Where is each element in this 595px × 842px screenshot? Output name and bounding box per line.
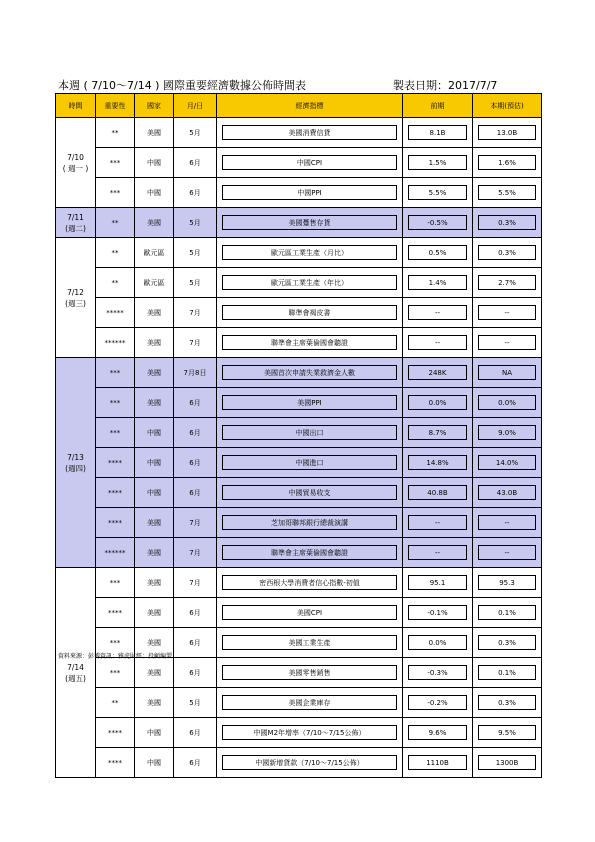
country-cell: 中國 (135, 478, 174, 508)
forecast-value: 2.7% (478, 275, 536, 290)
period-cell: 6月 (174, 148, 217, 178)
previous-value: 40.8B (408, 485, 467, 500)
period-cell: 7月 (174, 298, 217, 328)
indicator-value: 美國零售銷售 (222, 665, 397, 680)
indicator-cell (217, 148, 403, 178)
importance-cell: ****** (96, 328, 135, 358)
importance-cell: ** (96, 238, 135, 268)
forecast-cell (473, 508, 542, 538)
forecast-cell (473, 148, 542, 178)
indicator-cell (217, 478, 403, 508)
forecast-value: 0.0% (478, 395, 536, 410)
previous-value: 1110B (408, 755, 467, 770)
country-cell: 美國 (135, 208, 174, 238)
period-cell: 5月 (174, 118, 217, 148)
previous-value: 0.0% (408, 395, 467, 410)
indicator-cell (217, 508, 403, 538)
importance-cell: ***** (96, 298, 135, 328)
country-cell: 美國 (135, 388, 174, 418)
country-cell: 中國 (135, 178, 174, 208)
previous-cell (403, 628, 473, 658)
previous-value: 0.5% (408, 245, 467, 260)
forecast-cell (473, 358, 542, 388)
column-header-country: 國家 (135, 94, 174, 118)
table-row (56, 598, 542, 628)
period-cell: 5月 (174, 688, 217, 718)
indicator-value: 美國工業生產 (222, 635, 397, 650)
indicator-value: 中國出口 (222, 425, 397, 440)
indicator-value: 美國消費信貸 (222, 125, 397, 140)
table-row (56, 268, 542, 298)
indicator-cell (217, 208, 403, 238)
indicator-cell (217, 118, 403, 148)
period-cell: 6月 (174, 418, 217, 448)
table-row (56, 718, 542, 748)
previous-value: -0.1% (408, 605, 467, 620)
period-cell: 7月 (174, 508, 217, 538)
period-cell: 6月 (174, 178, 217, 208)
table-row (56, 208, 542, 238)
indicator-cell (217, 388, 403, 418)
day-date: 7/11 (67, 212, 84, 222)
previous-cell (403, 298, 473, 328)
importance-cell: **** (96, 448, 135, 478)
forecast-cell (473, 748, 542, 778)
period-cell: 6月 (174, 628, 217, 658)
data-source-note: 資料來源：彭博資訊；雅虎財經；投顧編製 (58, 653, 173, 660)
country-cell: 歐元區 (135, 238, 174, 268)
previous-value: 14.8% (408, 455, 467, 470)
forecast-value: 14.0% (478, 455, 536, 470)
previous-cell (403, 598, 473, 628)
table-row (56, 298, 542, 328)
country-cell: 美國 (135, 538, 174, 568)
previous-value: -- (408, 335, 467, 350)
forecast-value: -- (478, 515, 536, 530)
importance-cell: *** (96, 658, 135, 688)
day-weekday: (週五) (65, 673, 86, 683)
importance-cell: *** (96, 628, 135, 658)
importance-cell: *** (96, 148, 135, 178)
column-header-importance: 重要性 (96, 94, 135, 118)
previous-cell (403, 478, 473, 508)
previous-cell (403, 328, 473, 358)
forecast-cell (473, 298, 542, 328)
previous-cell (403, 748, 473, 778)
previous-cell (403, 388, 473, 418)
table-row (56, 328, 542, 358)
period-cell: 7月 (174, 328, 217, 358)
day-weekday: (週二) (65, 223, 86, 233)
forecast-cell (473, 388, 542, 418)
indicator-value: 聯準會主席葉倫國會聽證 (222, 335, 397, 350)
forecast-value: 9.0% (478, 425, 536, 440)
forecast-cell (473, 598, 542, 628)
previous-value: -0.3% (408, 665, 467, 680)
day-cell (56, 118, 96, 208)
country-cell: 美國 (135, 658, 174, 688)
column-header-forecast: 本期(預估) (473, 94, 542, 118)
table-row (56, 358, 542, 388)
country-cell: 美國 (135, 328, 174, 358)
forecast-cell (473, 628, 542, 658)
previous-cell (403, 238, 473, 268)
previous-cell (403, 118, 473, 148)
forecast-cell (473, 538, 542, 568)
table-row (56, 448, 542, 478)
indicator-cell (217, 568, 403, 598)
country-cell: 美國 (135, 508, 174, 538)
previous-value: 8.1B (408, 125, 467, 140)
forecast-value: 0.3% (478, 245, 536, 260)
table-row (56, 658, 542, 688)
country-cell: 美國 (135, 598, 174, 628)
period-cell: 5月 (174, 268, 217, 298)
day-cell (56, 358, 96, 568)
forecast-value: 9.5% (478, 725, 536, 740)
indicator-value: 歐元區工業生產（月比） (222, 245, 397, 260)
country-cell: 美國 (135, 358, 174, 388)
country-cell: 中國 (135, 448, 174, 478)
day-date: 7/10 (67, 152, 84, 162)
forecast-cell (473, 208, 542, 238)
period-cell: 6月 (174, 478, 217, 508)
indicator-cell (217, 688, 403, 718)
indicator-cell (217, 178, 403, 208)
forecast-value: 5.5% (478, 185, 536, 200)
day-cell (56, 568, 96, 778)
day-weekday: ( 週一 ) (62, 163, 89, 173)
previous-value: 5.5% (408, 185, 467, 200)
importance-cell: ** (96, 268, 135, 298)
importance-cell: *** (96, 568, 135, 598)
day-weekday: (週三) (65, 298, 86, 308)
indicator-cell (217, 238, 403, 268)
forecast-value: 0.3% (478, 215, 536, 230)
previous-value: 1.5% (408, 155, 467, 170)
previous-value: -0.2% (408, 695, 467, 710)
forecast-value: 43.0B (478, 485, 536, 500)
indicator-cell (217, 328, 403, 358)
forecast-value: 95.3 (478, 575, 536, 590)
table-row (56, 508, 542, 538)
previous-cell (403, 178, 473, 208)
period-cell: 7月 (174, 568, 217, 598)
country-cell: 中國 (135, 718, 174, 748)
forecast-value: 0.3% (478, 695, 536, 710)
indicator-value: 美國CPI (222, 605, 397, 620)
period-cell: 6月 (174, 448, 217, 478)
table-row (56, 688, 542, 718)
indicator-value: 美國首次申請失業救濟金人數 (222, 365, 397, 380)
previous-cell (403, 688, 473, 718)
forecast-value: 1300B (478, 755, 536, 770)
previous-cell (403, 208, 473, 238)
previous-value: -- (408, 305, 467, 320)
forecast-cell (473, 418, 542, 448)
indicator-value: 中國PPI (222, 185, 397, 200)
previous-cell (403, 508, 473, 538)
indicator-cell (217, 718, 403, 748)
importance-cell: *** (96, 388, 135, 418)
previous-cell (403, 148, 473, 178)
forecast-cell (473, 568, 542, 598)
previous-value: 8.7% (408, 425, 467, 440)
table-row (56, 238, 542, 268)
indicator-value: 美國PPI (222, 395, 397, 410)
table-header-row (56, 94, 542, 118)
column-header-period: 月/日 (174, 94, 217, 118)
importance-cell: **** (96, 598, 135, 628)
forecast-value: -- (478, 335, 536, 350)
previous-value: -0.5% (408, 215, 467, 230)
table-row (56, 178, 542, 208)
forecast-value: -- (478, 545, 536, 560)
table-row (56, 748, 542, 778)
previous-value: 0.0% (408, 635, 467, 650)
indicator-value: 芝加哥聯邦銀行總裁演講 (222, 515, 397, 530)
country-cell: 中國 (135, 418, 174, 448)
previous-cell (403, 718, 473, 748)
indicator-value: 歐元區工業生產（年比） (222, 275, 397, 290)
country-cell: 中國 (135, 148, 174, 178)
period-cell: 6月 (174, 388, 217, 418)
day-date: 7/13 (67, 452, 84, 462)
period-cell: 5月 (174, 208, 217, 238)
previous-value: 9.6% (408, 725, 467, 740)
previous-cell (403, 538, 473, 568)
previous-cell (403, 568, 473, 598)
table-row (56, 478, 542, 508)
table-row (56, 568, 542, 598)
day-cell (56, 208, 96, 238)
column-header-indicator: 經濟指標 (217, 94, 403, 118)
importance-cell: **** (96, 478, 135, 508)
indicator-cell (217, 268, 403, 298)
forecast-cell (473, 478, 542, 508)
previous-value: 248K (408, 365, 467, 380)
previous-cell (403, 448, 473, 478)
period-cell: 7月 (174, 538, 217, 568)
importance-cell: **** (96, 508, 135, 538)
period-cell: 6月 (174, 658, 217, 688)
importance-cell: ** (96, 208, 135, 238)
previous-cell (403, 418, 473, 448)
country-cell: 美國 (135, 628, 174, 658)
period-cell: 6月 (174, 718, 217, 748)
forecast-value: 13.0B (478, 125, 536, 140)
forecast-cell (473, 328, 542, 358)
forecast-value: -- (478, 305, 536, 320)
country-cell: 歐元區 (135, 268, 174, 298)
indicator-cell (217, 658, 403, 688)
day-weekday: (週四) (65, 463, 86, 473)
country-cell: 美國 (135, 298, 174, 328)
page-title: 本週 ( 7/10～7/14 ) 國際重要經濟數據公佈時間表 (58, 79, 306, 92)
column-header-time: 時間 (56, 94, 96, 118)
forecast-cell (473, 448, 542, 478)
indicator-value: 中國進口 (222, 455, 397, 470)
column-header-previous: 前期 (403, 94, 473, 118)
importance-cell: **** (96, 718, 135, 748)
forecast-value: NA (478, 365, 536, 380)
country-cell: 美國 (135, 568, 174, 598)
forecast-cell (473, 718, 542, 748)
period-cell: 6月 (174, 598, 217, 628)
previous-value: -- (408, 545, 467, 560)
forecast-cell (473, 268, 542, 298)
previous-cell (403, 268, 473, 298)
indicator-cell (217, 298, 403, 328)
day-date: 7/14 (67, 662, 84, 672)
previous-cell (403, 358, 473, 388)
forecast-value: 0.1% (478, 605, 536, 620)
day-cell (56, 238, 96, 358)
indicator-value: 中國新增貸款（7/10～7/15公佈） (222, 755, 397, 770)
period-cell: 6月 (174, 748, 217, 778)
economic-calendar-table (55, 93, 542, 778)
day-date: 7/12 (67, 287, 84, 297)
indicator-cell (217, 418, 403, 448)
importance-cell: *** (96, 358, 135, 388)
indicator-cell (217, 628, 403, 658)
indicator-value: 美國企業庫存 (222, 695, 397, 710)
table-row (56, 388, 542, 418)
indicator-cell (217, 448, 403, 478)
importance-cell: ** (96, 118, 135, 148)
table-row (56, 538, 542, 568)
importance-cell: *** (96, 418, 135, 448)
indicator-cell (217, 598, 403, 628)
indicator-cell (217, 358, 403, 388)
previous-value: 95.1 (408, 575, 467, 590)
table-row (56, 118, 542, 148)
report-date: 製表日期：2017/7/7 (393, 79, 498, 92)
country-cell: 美國 (135, 688, 174, 718)
importance-cell: ** (96, 688, 135, 718)
forecast-value: 0.1% (478, 665, 536, 680)
period-cell: 5月 (174, 238, 217, 268)
indicator-value: 密西根大學消費者信心指數-初值 (222, 575, 397, 590)
forecast-cell (473, 178, 542, 208)
indicator-value: 聯準會褐皮書 (222, 305, 397, 320)
indicator-value: 聯準會主席葉倫國會聽證 (222, 545, 397, 560)
indicator-value: 中國貿易收支 (222, 485, 397, 500)
period-cell: 7月8日 (174, 358, 217, 388)
previous-cell (403, 658, 473, 688)
forecast-value: 0.3% (478, 635, 536, 650)
table-row (56, 148, 542, 178)
importance-cell: **** (96, 748, 135, 778)
importance-cell: ****** (96, 538, 135, 568)
forecast-cell (473, 688, 542, 718)
indicator-cell (217, 538, 403, 568)
previous-value: -- (408, 515, 467, 530)
country-cell: 美國 (135, 118, 174, 148)
forecast-cell (473, 658, 542, 688)
forecast-cell (473, 118, 542, 148)
indicator-value: 中國M2年增率（7/10～7/15公佈） (222, 725, 397, 740)
importance-cell: *** (96, 178, 135, 208)
table-row (56, 418, 542, 448)
country-cell: 中國 (135, 748, 174, 778)
indicator-cell (217, 748, 403, 778)
forecast-cell (473, 238, 542, 268)
indicator-value: 美國躉售存貨 (222, 215, 397, 230)
indicator-value: 中國CPI (222, 155, 397, 170)
previous-value: 1.4% (408, 275, 467, 290)
forecast-value: 1.6% (478, 155, 536, 170)
